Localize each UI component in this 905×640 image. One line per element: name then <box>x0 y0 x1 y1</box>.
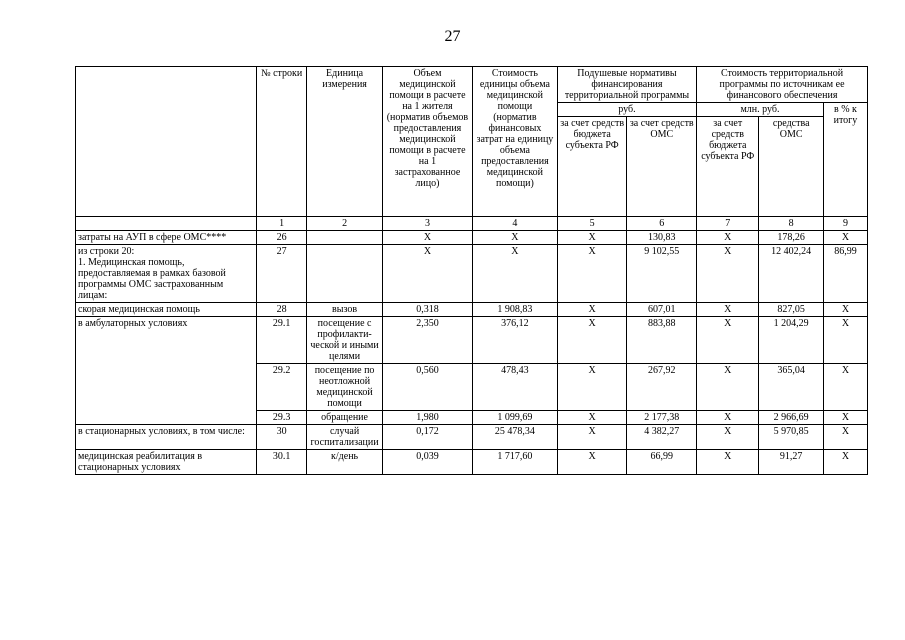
row-no: 30.1 <box>257 450 307 475</box>
row-pct: Х <box>823 450 867 475</box>
row-unit: случай госпитализации <box>307 425 383 450</box>
row-name: скорая медицинская помощь <box>76 303 257 317</box>
table-row <box>76 231 868 245</box>
header-oms-2: средства ОМС <box>759 117 823 217</box>
row-unit: обращение <box>307 411 383 425</box>
table-row <box>76 245 868 303</box>
table-row <box>76 411 868 425</box>
row-oms-mln: 2 966,69 <box>759 411 823 425</box>
table-row <box>76 364 868 411</box>
row-name: из строки 20: 1. Медицинская помощь, предоставляемая в рамках базовой программы ОМС застрахованным лицам: <box>76 245 257 303</box>
index-cell: 4 <box>472 217 557 231</box>
row-pct: Х <box>823 425 867 450</box>
row-budget-rub: Х <box>557 317 627 364</box>
row-name: в стационарных условиях, в том числе: <box>76 425 257 450</box>
row-cost: 1 099,69 <box>472 411 557 425</box>
row-no: 26 <box>257 231 307 245</box>
table-row <box>76 425 868 450</box>
column-index-row <box>76 217 868 231</box>
header-total-cost: Стоимость территориальной программы по источникам ее финансового обеспечения <box>697 67 868 103</box>
row-name <box>76 364 257 411</box>
row-volume: Х <box>382 231 472 245</box>
row-pct: 86,99 <box>823 245 867 303</box>
row-budget-rub: Х <box>557 245 627 303</box>
row-pct: Х <box>823 317 867 364</box>
row-cost: 1 717,60 <box>472 450 557 475</box>
row-budget-mln: Х <box>697 245 759 303</box>
row-unit: посещение с профилакти-ческой и иными целями <box>307 317 383 364</box>
row-oms-mln: 5 970,85 <box>759 425 823 450</box>
row-volume: 0,560 <box>382 364 472 411</box>
row-budget-rub: Х <box>557 303 627 317</box>
row-oms-rub: 883,88 <box>627 317 697 364</box>
row-unit: вызов <box>307 303 383 317</box>
row-budget-mln: Х <box>697 411 759 425</box>
header-unit: Единица измерения <box>307 67 383 217</box>
header-oms: за счет средств ОМС <box>627 117 697 217</box>
row-oms-rub: 9 102,55 <box>627 245 697 303</box>
row-name <box>76 411 257 425</box>
row-oms-rub: 267,92 <box>627 364 697 411</box>
row-oms-mln: 91,27 <box>759 450 823 475</box>
row-oms-rub: 66,99 <box>627 450 697 475</box>
row-oms-mln: 827,05 <box>759 303 823 317</box>
row-pct: Х <box>823 411 867 425</box>
page-number: 27 <box>444 28 461 45</box>
row-no: 29.3 <box>257 411 307 425</box>
index-cell: 7 <box>697 217 759 231</box>
row-budget-mln: Х <box>697 364 759 411</box>
row-budget-rub: Х <box>557 450 627 475</box>
index-cell: 1 <box>257 217 307 231</box>
row-oms-mln: 12 402,24 <box>759 245 823 303</box>
row-volume: 0,318 <box>382 303 472 317</box>
financing-table <box>75 66 868 475</box>
row-name: затраты на АУП в сфере ОМС**** <box>76 231 257 245</box>
row-cost: Х <box>472 231 557 245</box>
row-cost: 25 478,34 <box>472 425 557 450</box>
header-name-cell <box>76 67 257 217</box>
row-volume: 0,172 <box>382 425 472 450</box>
row-volume: Х <box>382 245 472 303</box>
row-oms-mln: 365,04 <box>759 364 823 411</box>
header-pct-total: в % к итогу <box>823 103 867 217</box>
row-pct: Х <box>823 364 867 411</box>
table-row <box>76 303 868 317</box>
header-row-no: № строки <box>257 67 307 217</box>
header-budget-rf-2: за счет средств бюджета субъекта РФ <box>697 117 759 217</box>
row-no: 29.2 <box>257 364 307 411</box>
index-cell: 8 <box>759 217 823 231</box>
row-pct: Х <box>823 303 867 317</box>
row-budget-rub: Х <box>557 425 627 450</box>
row-cost: Х <box>472 245 557 303</box>
row-budget-rub: Х <box>557 411 627 425</box>
row-no: 28 <box>257 303 307 317</box>
row-unit: к/день <box>307 450 383 475</box>
row-volume: 1,980 <box>382 411 472 425</box>
row-budget-mln: Х <box>697 317 759 364</box>
index-cell: 6 <box>627 217 697 231</box>
index-cell: 5 <box>557 217 627 231</box>
row-unit: посещение по неотложной медицинской помощи <box>307 364 383 411</box>
row-oms-rub: 2 177,38 <box>627 411 697 425</box>
row-budget-mln: Х <box>697 303 759 317</box>
row-cost: 376,12 <box>472 317 557 364</box>
row-budget-mln: Х <box>697 450 759 475</box>
row-unit <box>307 245 383 303</box>
row-cost: 1 908,83 <box>472 303 557 317</box>
header-per-capita: Подушевые нормативы финансирования территориальной программы <box>557 67 696 103</box>
row-name: медицинская реабилитация в стационарных условиях <box>76 450 257 475</box>
index-blank <box>76 217 257 231</box>
table-row <box>76 450 868 475</box>
row-oms-rub: 130,83 <box>627 231 697 245</box>
row-budget-mln: Х <box>697 425 759 450</box>
header-mln-rub: млн. руб. <box>697 103 824 117</box>
row-no: 29.1 <box>257 317 307 364</box>
header-volume: Объем медицинской помощи в расчете на 1 жителя (норматив объемов предоставления медицинской помощи в расчете на 1 застрахованное лицо) <box>382 67 472 217</box>
row-oms-mln: 1 204,29 <box>759 317 823 364</box>
row-volume: 0,039 <box>382 450 472 475</box>
row-name: в амбулаторных условиях <box>76 317 257 364</box>
header-rub: руб. <box>557 103 696 117</box>
row-oms-rub: 4 382,27 <box>627 425 697 450</box>
row-unit <box>307 231 383 245</box>
row-cost: 478,43 <box>472 364 557 411</box>
index-cell: 9 <box>823 217 867 231</box>
header-row-1 <box>76 67 868 103</box>
row-oms-rub: 607,01 <box>627 303 697 317</box>
index-cell: 2 <box>307 217 383 231</box>
header-cost: Стоимость единицы объема медицинской помощи (норматив финансовых затрат на единицу объема предоставления медицинской помощи) <box>472 67 557 217</box>
row-oms-mln: 178,26 <box>759 231 823 245</box>
header-budget-rf: за счет средств бюджета субъекта РФ <box>557 117 627 217</box>
row-budget-rub: Х <box>557 231 627 245</box>
row-no: 30 <box>257 425 307 450</box>
row-pct: Х <box>823 231 867 245</box>
index-cell: 3 <box>382 217 472 231</box>
row-budget-mln: Х <box>697 231 759 245</box>
row-volume: 2,350 <box>382 317 472 364</box>
table-row <box>76 317 868 364</box>
row-budget-rub: Х <box>557 364 627 411</box>
row-no: 27 <box>257 245 307 303</box>
